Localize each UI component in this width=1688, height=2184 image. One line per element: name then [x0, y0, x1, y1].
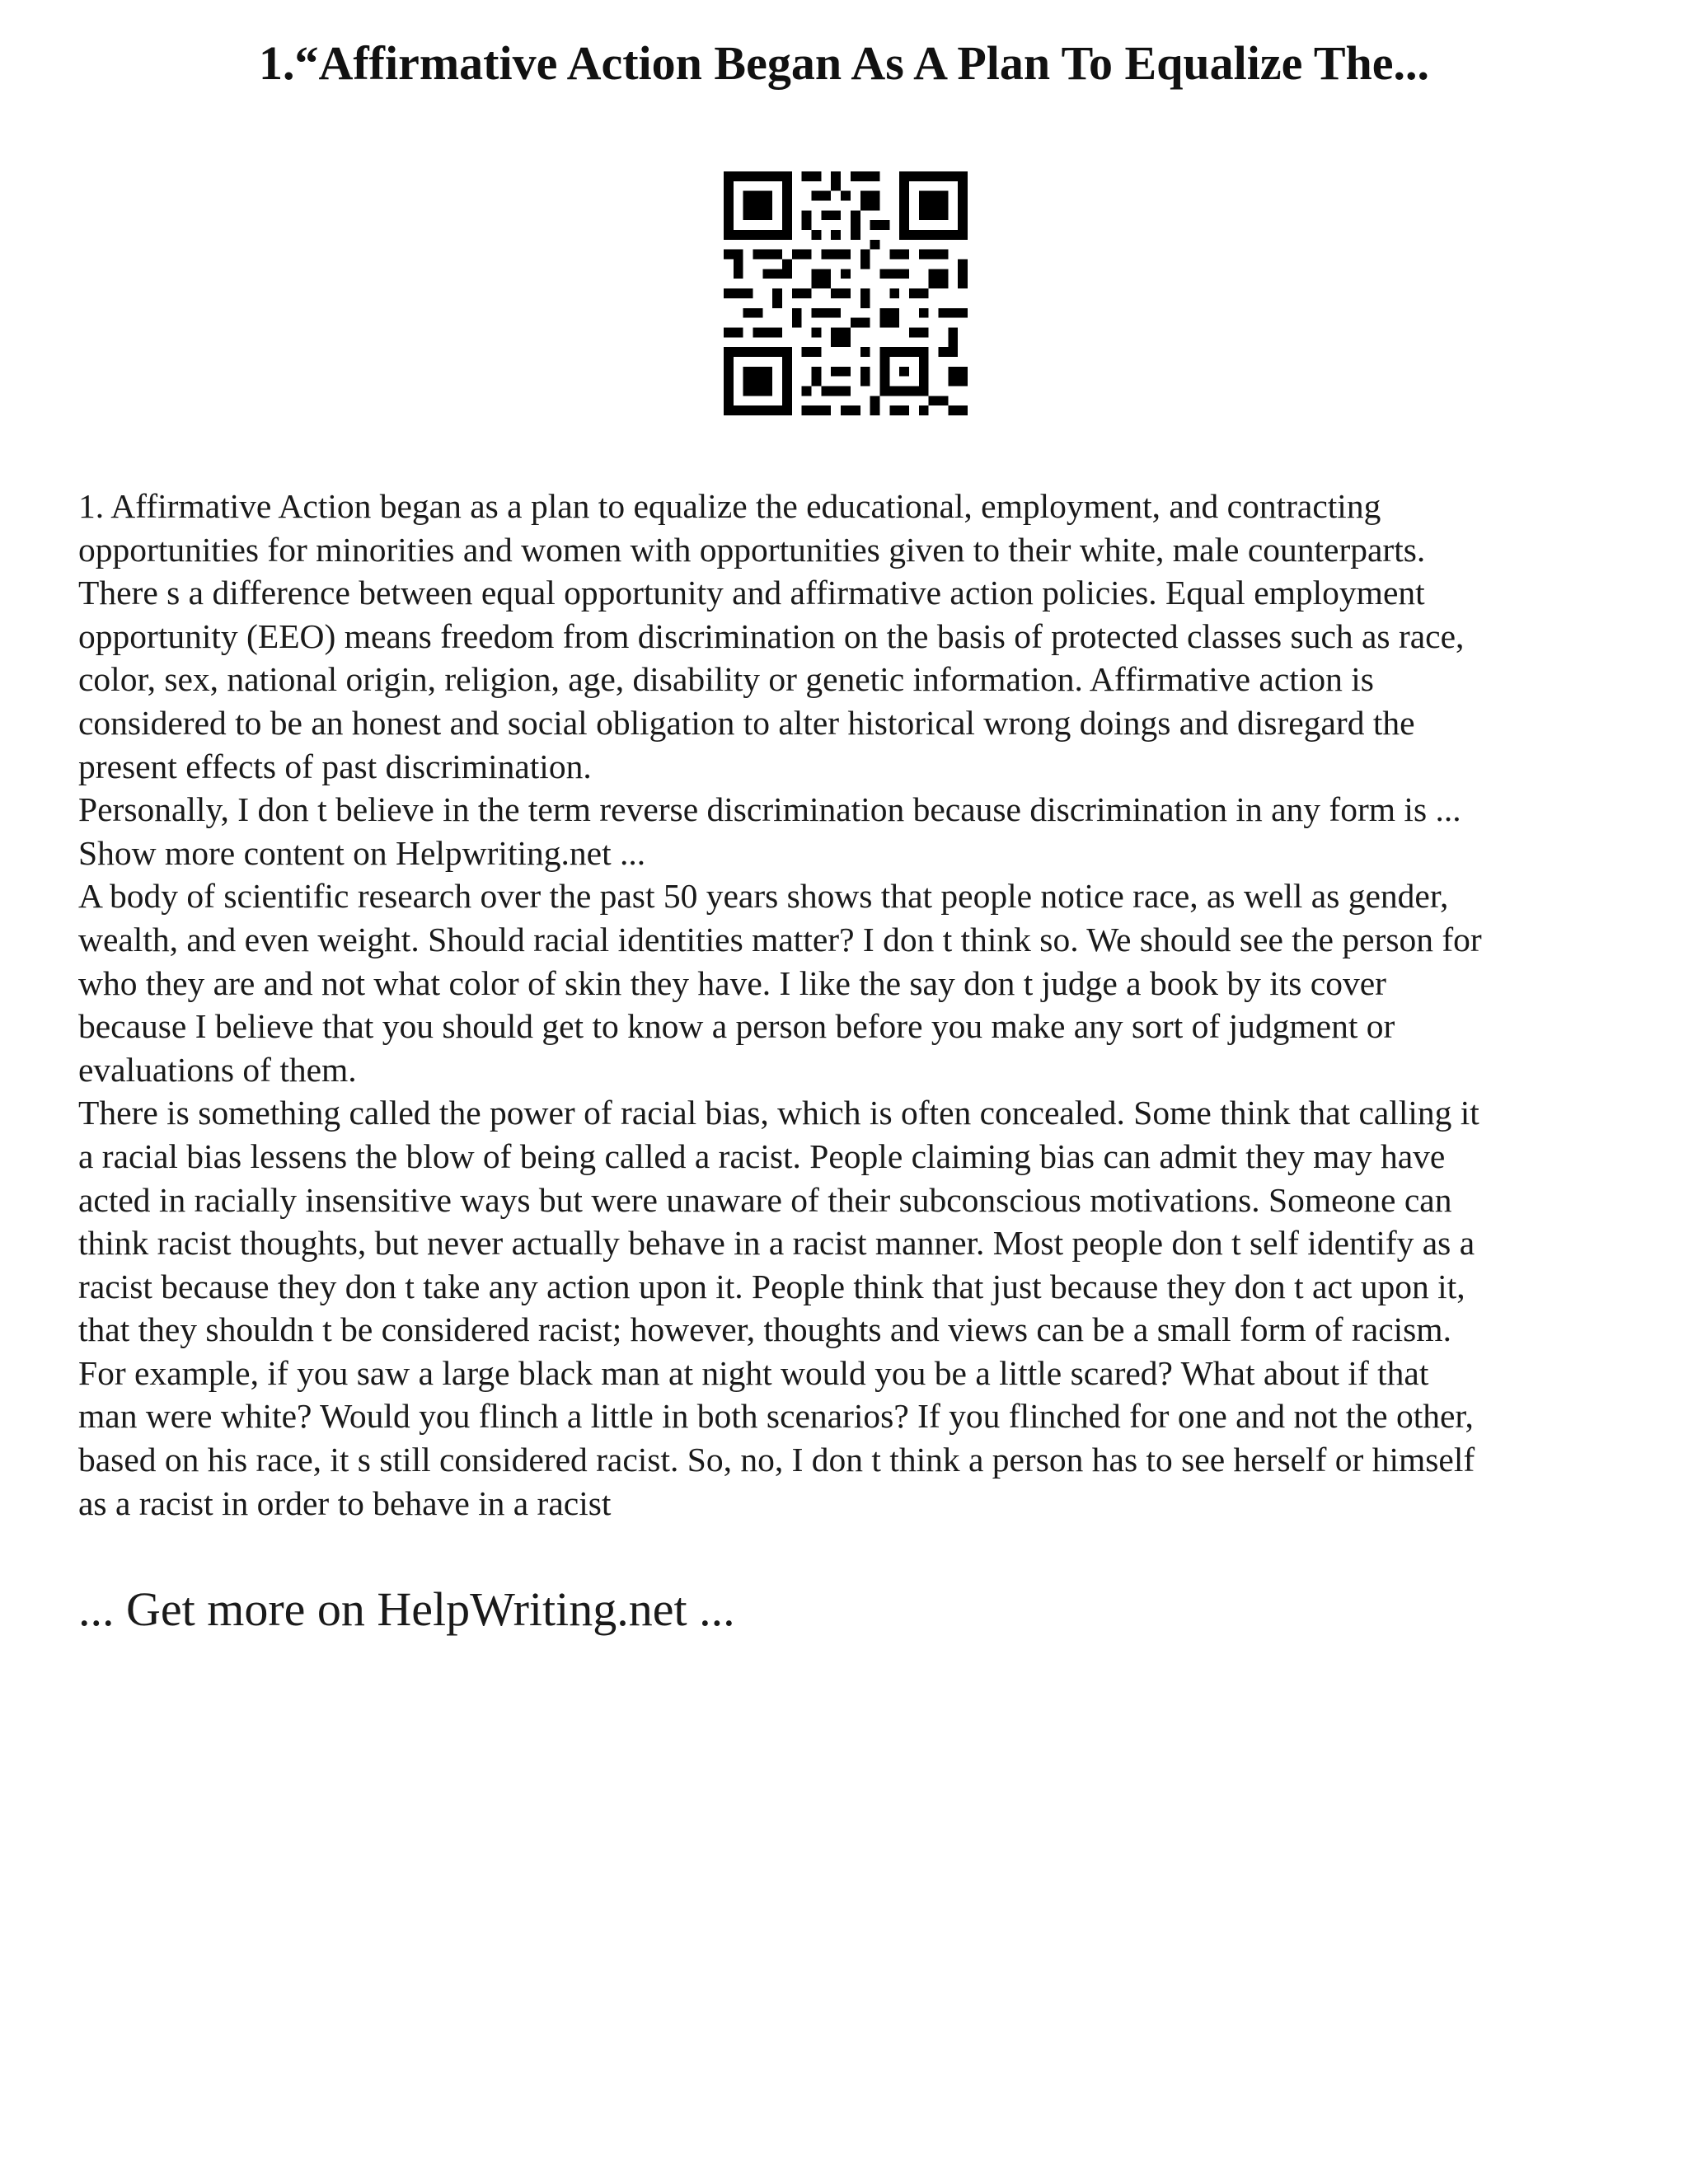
page-title: 1.“Affirmative Action Began As A Plan To Equalize The... — [258, 36, 1430, 90]
article-body — [78, 485, 1628, 1525]
paragraph-personal-view: Personally, I don t believe in the term reverse discrimination because discrimination in any form is ... — [78, 790, 1461, 829]
paragraph-intro: 1. Affirmative Action began as a plan to equalize the educational, employment, and contracting opportunities for minorities and women with opportunities given to their white, male counterparts. There s a difference between equal opportunity and affirmative action policies. Equal employment opportunity (EEO) means freedom from discrimination on the basis of protected classes such as race, color, sex, national origin, religion, age, disability or genetic information. Affirmative action is considered to be an honest and social obligation to alter historical wrong doings and disregard the present effects of past discrimination. — [78, 487, 1465, 785]
show-more-link[interactable]: Show more content on Helpwriting.net ... — [78, 833, 646, 872]
paragraph-racial-bias: There is something called the power of racial bias, which is often concealed. Some think that calling it a racial bias lessens the blow of being called a racist. People claiming bias can admit they may have acted in racially insensitive ways but were unaware of their subconscious motivations. Someone can think racist thoughts, but never actually behave in a racist manner. Most people don t self identify as a racist because they don t take any action upon it. People think that just because they don t act upon it, that they shouldn t be considered racist; however, thoughts and views can be a small form of racism. For example, if you saw a large black man at night would you be a little scared? What about if that man were white? Would you flinch a little in both scenarios? If you flinched for one and not the other, based on his race, it s still considered racist. So, no, I don t think a person has to see herself or himself as a racist in order to behave in a racist — [78, 1094, 1479, 1522]
get-more-link[interactable]: ... Get more on HelpWriting.net ... — [78, 1582, 735, 1636]
qr-code-icon — [724, 171, 968, 415]
paragraph-research: A body of scientific research over the past 50 years shows that people notice race, as well as gender, wealth, and even weight. Should racial identities matter? I don t think so. We should see the person for who they are and not what color of skin they have. I like the say don t judge a book by its cover because I believe that you should get to know a person before you make any sort of judgment or evaluations of them. — [78, 877, 1482, 1089]
